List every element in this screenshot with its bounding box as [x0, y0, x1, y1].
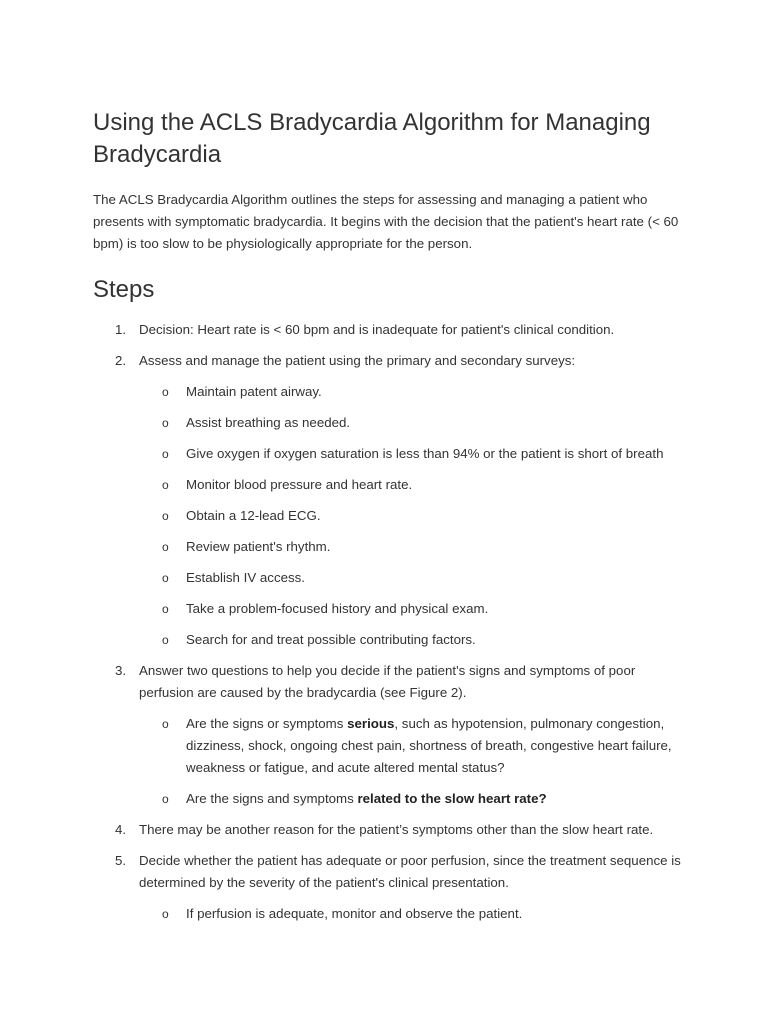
sub-item — [139, 536, 683, 558]
bullet-icon: o — [162, 907, 169, 921]
sub-item — [139, 903, 683, 925]
step-number: 4. — [115, 822, 127, 837]
sub-item — [139, 788, 683, 810]
sub-list — [139, 713, 683, 810]
question-text-end: , such as hypotension, pulmonary congestion, dizziness, shock, ongoing chest pain, shortness of breath, congestive heart failure, weakness or fatigue, and acute altered mental status? — [186, 716, 672, 775]
step-number: 5. — [115, 853, 127, 868]
question-text-start: Are the signs and symptoms — [186, 791, 358, 806]
sub-item-text: If perfusion is adequate, monitor and observe the patient. — [186, 906, 523, 921]
bullet-icon: o — [162, 478, 169, 492]
sub-item-text: Monitor blood pressure and heart rate. — [186, 477, 413, 492]
sub-item — [139, 713, 683, 779]
sub-item-text: Search for and treat possible contributing factors. — [186, 632, 476, 647]
sub-item-text: Establish IV access. — [186, 570, 305, 585]
sub-item-text: Take a problem-focused history and physical exam. — [186, 601, 489, 616]
bullet-icon: o — [162, 792, 169, 806]
sub-list — [139, 381, 683, 651]
step-number: 2. — [115, 353, 127, 368]
steps-heading: Steps — [93, 276, 155, 303]
bullet-icon: o — [162, 717, 169, 731]
intro-paragraph: The ACLS Bradycardia Algorithm outlines the steps for assessing and managing a patient who presents with symptomatic bradycardia. It begins with the decision that the patient's heart rate (< 60 bpm) is too slow to be physiologically appropriate for the person. — [93, 192, 679, 251]
sub-item — [139, 381, 683, 403]
bullet-icon: o — [162, 571, 169, 585]
sub-item-text: Obtain a 12-lead ECG. — [186, 508, 321, 523]
sub-item — [139, 412, 683, 434]
step-item — [93, 850, 683, 925]
bullet-icon: o — [162, 416, 169, 430]
step-number: 3. — [115, 663, 127, 678]
sub-item-text: Review patient's rhythm. — [186, 539, 331, 554]
sub-item-text: Give oxygen if oxygen saturation is less than 94% or the patient is short of breath — [186, 446, 664, 461]
step-text: Assess and manage the patient using the primary and secondary surveys: — [139, 353, 576, 368]
bullet-icon: o — [162, 385, 169, 399]
sub-item-text: Maintain patent airway. — [186, 384, 322, 399]
step-item — [93, 350, 683, 651]
sub-item — [139, 505, 683, 527]
step-text: There may be another reason for the patient’s symptoms other than the slow heart rate. — [139, 822, 654, 837]
bullet-icon: o — [162, 602, 169, 616]
bullet-icon: o — [162, 447, 169, 461]
bullet-icon: o — [162, 540, 169, 554]
sub-item-text: Assist breathing as needed. — [186, 415, 351, 430]
sub-item — [139, 629, 683, 651]
document-title: Using the ACLS Bradycardia Algorithm for Managing Bradycardia — [93, 109, 651, 168]
step-number: 1. — [115, 322, 127, 337]
bullet-icon: o — [162, 633, 169, 647]
sub-item — [139, 443, 683, 465]
sub-list — [139, 903, 683, 925]
sub-item — [139, 598, 683, 620]
sub-item — [139, 567, 683, 589]
step-text: Answer two questions to help you decide if the patient's signs and symptoms of poor perfusion are caused by the bradycardia (see Figure 2). — [139, 663, 636, 700]
step-item — [93, 319, 683, 341]
question-text-start: Are the signs or symptoms — [186, 716, 348, 731]
document-page — [93, 107, 683, 934]
step-text: Decision: Heart rate is < 60 bpm and is inadequate for patient's clinical condition. — [139, 322, 615, 337]
step-text: Decide whether the patient has adequate or poor perfusion, since the treatment sequence is determined by the severity of the patient's clinical presentation. — [139, 853, 681, 890]
question-emphasis: serious — [347, 716, 395, 731]
bullet-icon: o — [162, 509, 169, 523]
steps-list — [93, 319, 683, 925]
sub-item — [139, 474, 683, 496]
step-item — [93, 660, 683, 810]
question-emphasis: related to the slow heart rate? — [357, 791, 547, 806]
step-item — [93, 819, 683, 841]
